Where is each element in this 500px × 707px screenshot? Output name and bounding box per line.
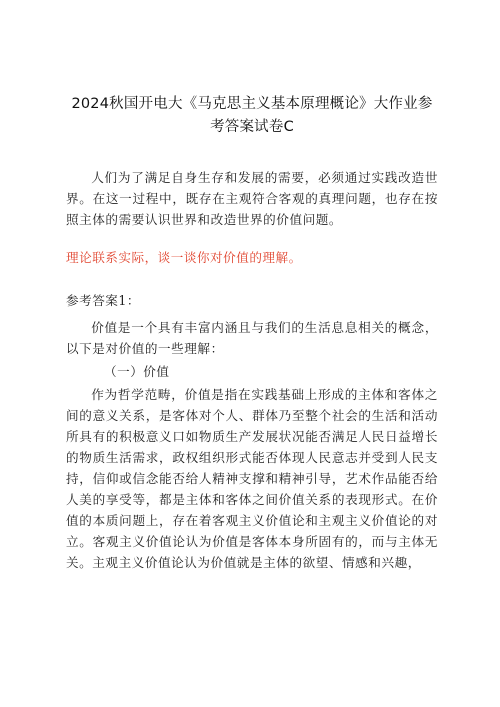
document-title: [66, 0, 438, 139]
question-prompt: 理论联系实际，谈一谈你对价值的理解。: [66, 250, 302, 265]
answer-intro-paragraph: 价值是一个具有丰富内涵且与我们的生活息息相关的概念，以下是对价值的一些理解：: [66, 320, 438, 356]
title-line-2: 考答案试卷C: [210, 119, 294, 135]
title-line-1: 2024秋国开电大《马克思主义基本原理概论》大作业参: [71, 96, 433, 112]
section-body-paragraph: 作为哲学范畴，价值是指在实践基础上形成的主体和客体之间的意义关系，是客体对个人、群体乃至整个社会的生活和活动所具有的积极意义口如物质生产发展状况能否满足人民日益增长的物质生活需求，政权组织形式能否体现人民意志并受到人民支持，信仰或信念能否给人精神支撑和精神引导，艺术作品能否给人美的享受等，都是主体和客体之间价值关系的表现形式。在价值的本质问题上，存在着客观主义价值论和主观主义价值论的对立。客观主义价值论认为价值是客体本身所固有的，而与主体无关。主观主义价值论认为价值就是主体的欲望、情感和兴趣，: [66, 387, 438, 570]
intro-paragraph: 人们为了满足自身生存和发展的需要，必须通过实践改造世界。在这一过程中，既存在主观符合客观的真理问题，也存在按照主体的需要认识世界和改造世界的价值问题。: [66, 170, 438, 227]
section-heading: （一）价值: [104, 364, 170, 379]
answer-label: 参考答案1：: [66, 293, 140, 308]
